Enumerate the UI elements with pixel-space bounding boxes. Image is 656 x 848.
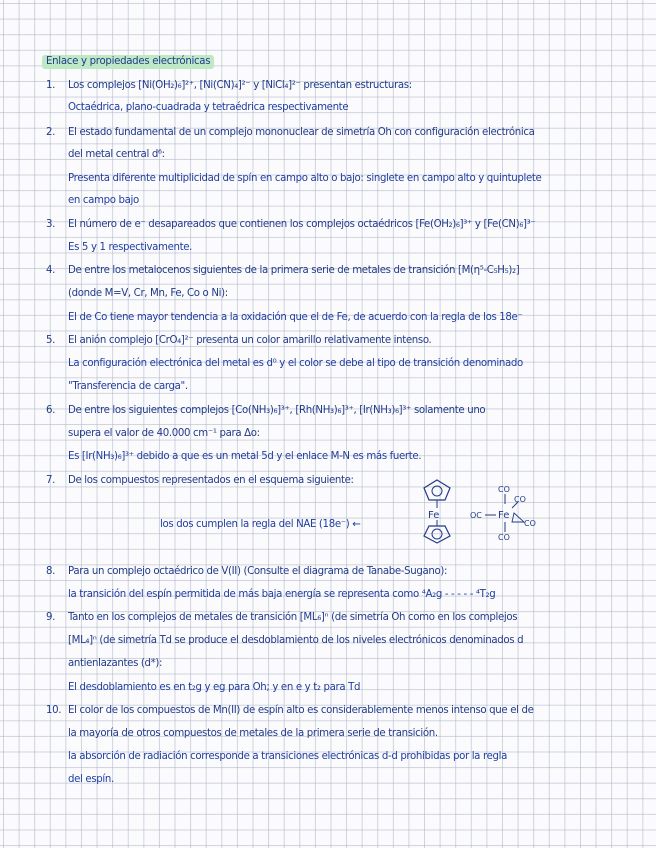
- oc-label: OC: [470, 511, 482, 520]
- question-1: 1. Los complejos [Ni(OH₂)₆]²⁺, [Ni(CN)₄]²⁻ y [NiCl₄]²⁻ presentan estructuras:: [46, 80, 412, 91]
- answer-2: Presenta diferente multiplicidad de spín en campo alto o bajo: singlete en campo alto y quintuplete: [68, 173, 542, 184]
- answer-5-cont: "Transferencia de carga".: [68, 381, 188, 392]
- answer-10: la absorción de radiación corresponde a transiciones electrónicas d-d prohibidas por la regla: [68, 751, 507, 762]
- question-4-cont: (donde M=V, Cr, Mn, Fe, Co o Ni):: [68, 288, 228, 299]
- co-top-label: CO: [498, 485, 510, 494]
- answer-3: Es 5 y 1 respectivamente.: [68, 242, 193, 253]
- carbonyl-complex-structure: [470, 482, 550, 544]
- question-6-cont: supera el valor de 40.000 cm⁻¹ para Δo:: [68, 428, 260, 439]
- co-lower-right-label: CO: [524, 519, 536, 528]
- page-title: Enlace y propiedades electrónicas: [42, 55, 214, 69]
- answer-6: Es [Ir(NH₃)₆]³⁺ debido a que es un metal 5d y el enlace M-N es más fuerte.: [68, 451, 422, 462]
- question-3: 3. El número de e⁻ desapareados que contienen los complejos octaédricos [Fe(OH₂)₆]³⁺ y [Fe(CN)₆]³⁻: [46, 219, 536, 230]
- question-7: 7. De los compuestos representados en el esquema siguiente:: [46, 475, 354, 486]
- question-2: 2. El estado fundamental de un complejo mononuclear de simetría Oh con configuración electrónica: [46, 127, 535, 138]
- answer-7: los dos cumplen la regla del NAE (18e⁻) ←: [160, 519, 361, 530]
- co-upper-right-label: CO: [514, 495, 526, 504]
- question-8: 8. Para un complejo octaédrico de V(II) (Consulte el diagrama de Tanabe-Sugano):: [46, 566, 448, 577]
- question-4: 4. De entre los metalocenos siguientes de la primera serie de metales de transición [M(η⁵-C₅H₅)₂]: [46, 265, 520, 276]
- question-2-cont: del metal central d⁶:: [68, 149, 165, 160]
- answer-10-cont: del espín.: [68, 774, 114, 785]
- ferrocene-fe-label: Fe: [428, 510, 440, 521]
- answer-1: Octaédrica, plano-cuadrada y tetraédrica respectivamente: [68, 102, 349, 113]
- ferrocene-structure: [412, 476, 462, 544]
- answer-2-cont: en campo bajo: [68, 195, 139, 206]
- answer-8: la transición del espín permitida de más baja energía se representa como ⁴A₂g - - - - - ⁴T₂g: [68, 589, 496, 600]
- carbonyl-fe-label: Fe: [498, 510, 510, 521]
- answer-4: El de Co tiene mayor tendencia a la oxidación que el de Fe, de acuerdo con la regla de los 18e⁻: [68, 312, 523, 323]
- question-9-cont: [ML₄]ⁿ (de simetría Td se produce el desdoblamiento de los niveles electrónicos denominados d: [68, 635, 524, 646]
- question-5: 5. El anión complejo [CrO₄]²⁻ presenta un color amarillo relativamente intenso.: [46, 335, 432, 346]
- question-10: 10. El color de los compuestos de Mn(II) de espín alto es considerablemente menos intenso que el de: [46, 705, 534, 716]
- question-9: 9. Tanto en los complejos de metales de transición [ML₆]ⁿ (de simetría Oh como en los complejos: [46, 612, 518, 623]
- answer-9: El desdoblamiento es en t₂g y eg para Oh; y en e y t₂ para Td: [68, 682, 361, 693]
- question-9-cont-2: antienlazantes (d*):: [68, 658, 163, 669]
- co-bottom-label: CO: [498, 533, 510, 542]
- question-6: 6. De entre los siguientes complejos [Co(NH₃)₆]³⁺, [Rh(NH₃)₆]³⁺, [Ir(NH₃)₆]³⁺ solamente uno: [46, 405, 486, 416]
- question-10-cont: la mayoría de otros compuestos de metales de la primera serie de transición.: [68, 728, 438, 739]
- answer-5: La configuración electrónica del metal es d⁰ y el color se debe al tipo de transición denominado: [68, 358, 523, 369]
